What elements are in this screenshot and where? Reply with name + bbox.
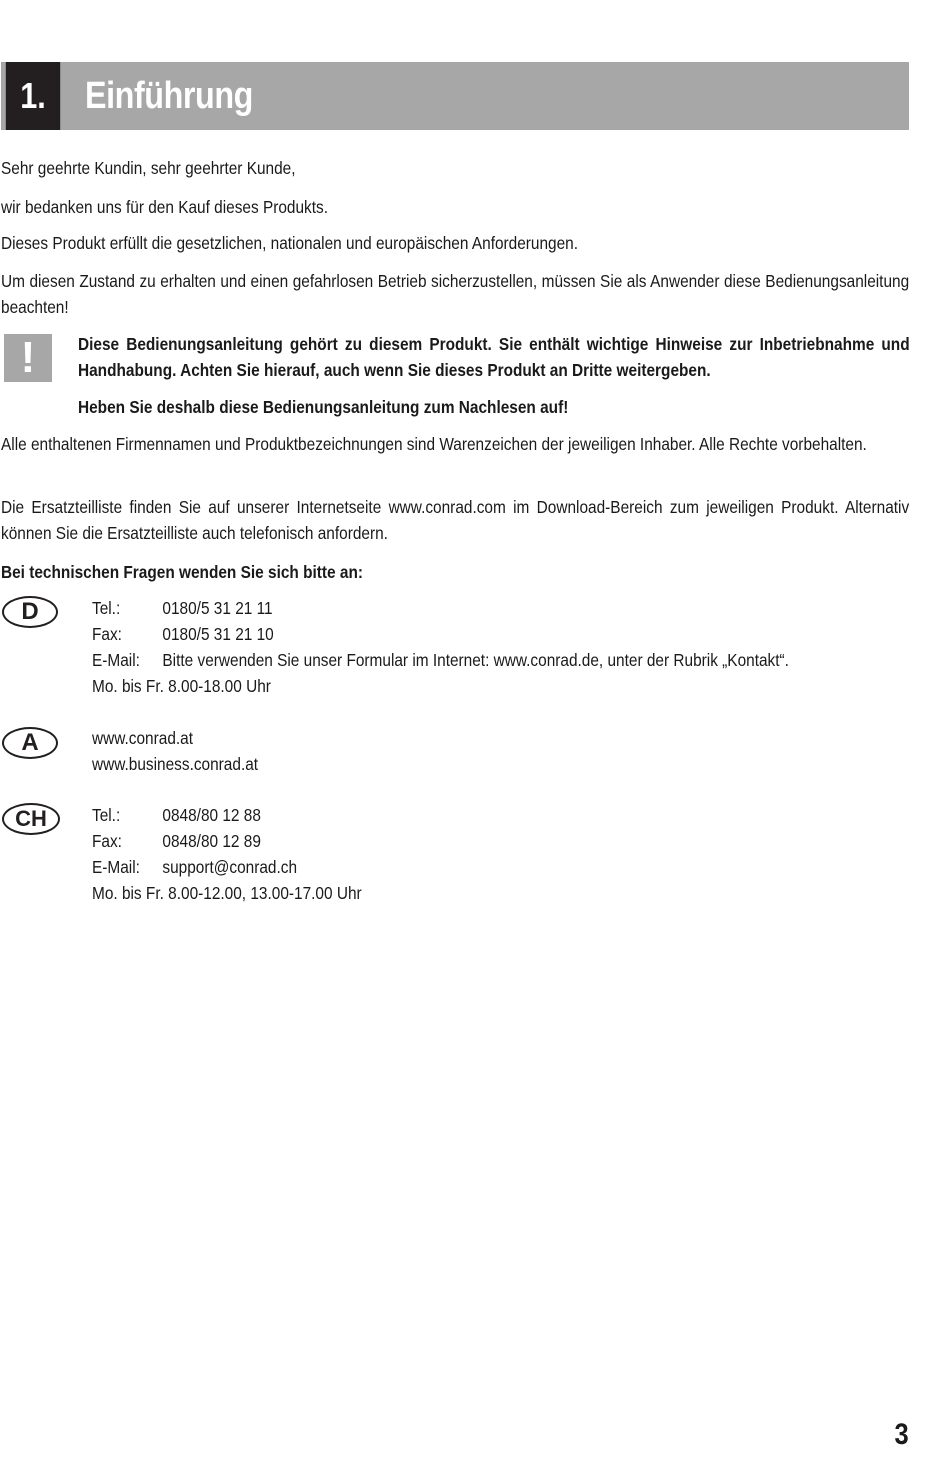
contact-germany — [92, 595, 912, 699]
fax-label: Fax: — [92, 624, 122, 644]
section-title: Einführung — [85, 75, 253, 117]
warning-keep: Heben Sie deshalb diese Bedienungsanleitung zum Nachlesen auf! — [78, 397, 569, 417]
web-link[interactable]: www.conrad.at — [92, 728, 194, 748]
contact-row — [92, 880, 912, 906]
warning-text: Diese Bedienungsanleitung gehört zu diesem Produkt. Sie enthält wichtige Hinweise zur Inbetriebnahme und Handhabung. Achten Sie hierauf, auch wenn Sie dieses Produkt an Dritte weitergeben. — [78, 334, 910, 380]
intro-salutation-block — [1, 155, 909, 181]
tel-label: Tel.: — [92, 805, 121, 825]
intro-thanks: wir bedanken uns für den Kauf dieses Produkts. — [1, 197, 329, 217]
intro-requirements-block — [1, 230, 909, 256]
intro-requirements: Dieses Produkt erfüllt die gesetzlichen, nationalen und europäischen Anforderungen. — [1, 233, 579, 253]
country-badge-austria: A — [2, 727, 58, 759]
contact-austria — [92, 725, 912, 777]
trademarks-text: Alle enthaltenen Firmennamen und Produktbezeichnungen sind Warenzeichen der jeweiligen Inhaber. Alle Rechte vorbehalten. — [1, 434, 867, 454]
email-label: E-Mail: — [92, 650, 140, 670]
warning-icon: ! — [4, 334, 52, 382]
trademarks-block — [1, 431, 909, 457]
intro-operation: Um diesen Zustand zu erhalten und einen gefahrlosen Betrieb sicherzustellen, müssen Sie als Anwender diese Bedienungsanleitung beachten! — [1, 271, 910, 317]
country-badge-switzerland: CH — [2, 803, 60, 835]
fax-value: 0848/80 12 89 — [162, 831, 261, 851]
email-value: Bitte verwenden Sie unser Formular im Internet: www.conrad.de, unter der Rubrik „Kontakt“. — [162, 650, 789, 670]
intro-salutation: Sehr geehrte Kundin, sehr geehrter Kunde, — [1, 158, 296, 178]
contact-row — [92, 725, 912, 751]
intro-thanks-block — [1, 194, 909, 220]
section-number: 1. — [6, 62, 60, 130]
contact-row — [92, 854, 912, 880]
contact-row — [92, 673, 912, 699]
contact-heading-block — [1, 559, 909, 585]
tel-value: 0180/5 31 21 11 — [162, 598, 273, 618]
spare-parts-text: Die Ersatzteilliste finden Sie auf unserer Internetseite www.conrad.com im Download-Bereich zum jeweiligen Produkt. Alternativ können Sie die Ersatzteilliste auch telefonisch anfordern. — [1, 497, 910, 543]
contact-switzerland — [92, 802, 912, 906]
spare-parts-block — [1, 494, 909, 546]
intro-operation-block — [1, 268, 909, 320]
fax-value: 0180/5 31 21 10 — [162, 624, 274, 644]
section-heading — [1, 62, 909, 130]
fax-label: Fax: — [92, 831, 122, 851]
hours-value: Mo. bis Fr. 8.00-18.00 Uhr — [92, 676, 271, 696]
tel-label: Tel.: — [92, 598, 121, 618]
contact-row — [92, 647, 912, 673]
warning-keep-block — [78, 394, 910, 420]
country-badge-germany: D — [2, 596, 58, 628]
tel-value: 0848/80 12 88 — [162, 805, 261, 825]
contact-row — [92, 828, 912, 854]
warning-text-block — [78, 331, 910, 383]
page-number: 3 — [894, 1418, 909, 1451]
email-label: E-Mail: — [92, 857, 140, 877]
contact-row — [92, 595, 912, 621]
web-link[interactable]: www.business.conrad.at — [92, 754, 259, 774]
hours-value: Mo. bis Fr. 8.00-12.00, 13.00-17.00 Uhr — [92, 883, 362, 903]
contact-row — [92, 751, 912, 777]
contact-heading: Bei technischen Fragen wenden Sie sich bitte an: — [1, 562, 363, 582]
contact-row — [92, 621, 912, 647]
email-value[interactable]: support@conrad.ch — [162, 857, 298, 877]
contact-row — [92, 802, 912, 828]
